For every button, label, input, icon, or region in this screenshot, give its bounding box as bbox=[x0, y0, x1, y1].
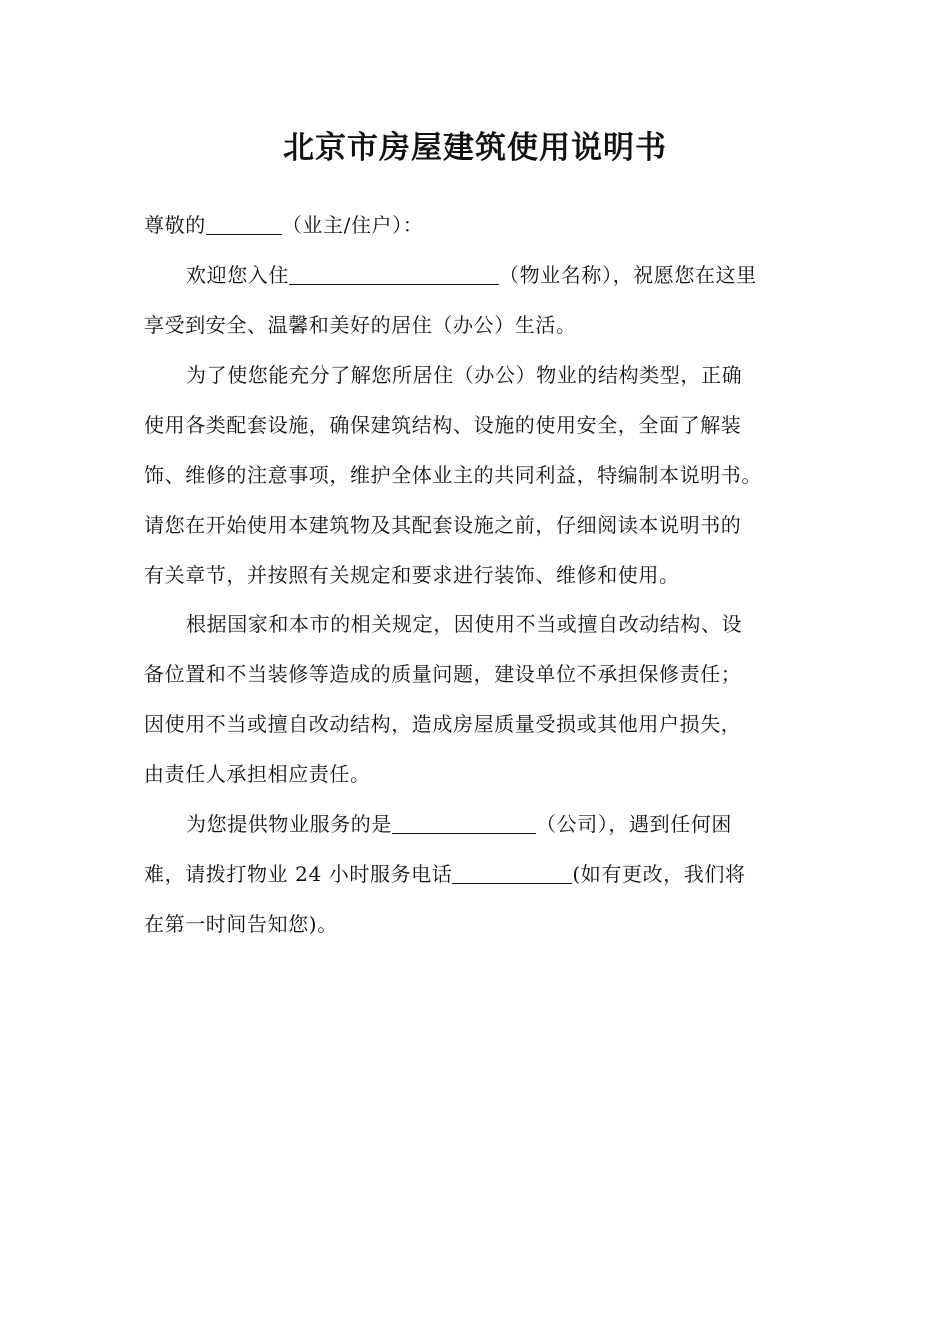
para4-line1 bbox=[186, 809, 732, 839]
hotline-prefix: 难，请拨打物业 24 小时服务电话 bbox=[144, 862, 453, 886]
para3-line4: 由责任人承担相应责任。 bbox=[144, 762, 371, 786]
para3-line2: 备位置和不当装修等造成的质量问题，建设单位不承担保修责任； bbox=[144, 662, 742, 686]
para1-line2: 享受到安全、温馨和美好的居住（办公）生活。 bbox=[144, 313, 577, 337]
para3-line1: 根据国家和本市的相关规定，因使用不当或擅自改动结构、设 bbox=[186, 612, 743, 636]
para2-line4: 请您在开始使用本建筑物及其配套设施之前，仔细阅读本说明书的 bbox=[144, 513, 742, 537]
welcome-prefix: 欢迎您入住 bbox=[186, 263, 289, 287]
para4-line2 bbox=[144, 859, 746, 889]
salutation-suffix: （业主/住户）： bbox=[281, 213, 424, 237]
para2-line1: 为了使您能充分了解您所居住（办公）物业的结构类型，正确 bbox=[186, 363, 743, 387]
para1-line1 bbox=[186, 260, 757, 290]
company-name-blank bbox=[392, 811, 536, 834]
service-provider-suffix: （公司），遇到任何困 bbox=[536, 812, 732, 836]
property-name-blank bbox=[289, 262, 499, 285]
para2-line2: 使用各类配套设施，确保建筑结构、设施的使用安全，全面了解装 bbox=[144, 413, 742, 437]
welcome-suffix: （物业名称），祝愿您在这里 bbox=[499, 263, 757, 287]
owner-name-blank bbox=[206, 212, 282, 235]
salutation-line bbox=[144, 210, 423, 240]
hotline-suffix: (如有更改，我们将 bbox=[572, 862, 746, 886]
page-title: 北京市房屋建筑使用说明书 bbox=[283, 130, 667, 166]
para4-line3: 在第一时间告知您)。 bbox=[144, 912, 338, 936]
phone-number-blank bbox=[452, 861, 572, 884]
para2-line5: 有关章节，并按照有关规定和要求进行装饰、维修和使用。 bbox=[144, 563, 680, 587]
para2-line3: 饰、维修的注意事项，维护全体业主的共同利益，特编制本说明书。 bbox=[144, 463, 762, 487]
para3-line3: 因使用不当或擅自改动结构，造成房屋质量受损或其他用户损失， bbox=[144, 712, 742, 736]
service-provider-prefix: 为您提供物业服务的是 bbox=[186, 812, 392, 836]
salutation-prefix: 尊敬的 bbox=[144, 213, 206, 237]
